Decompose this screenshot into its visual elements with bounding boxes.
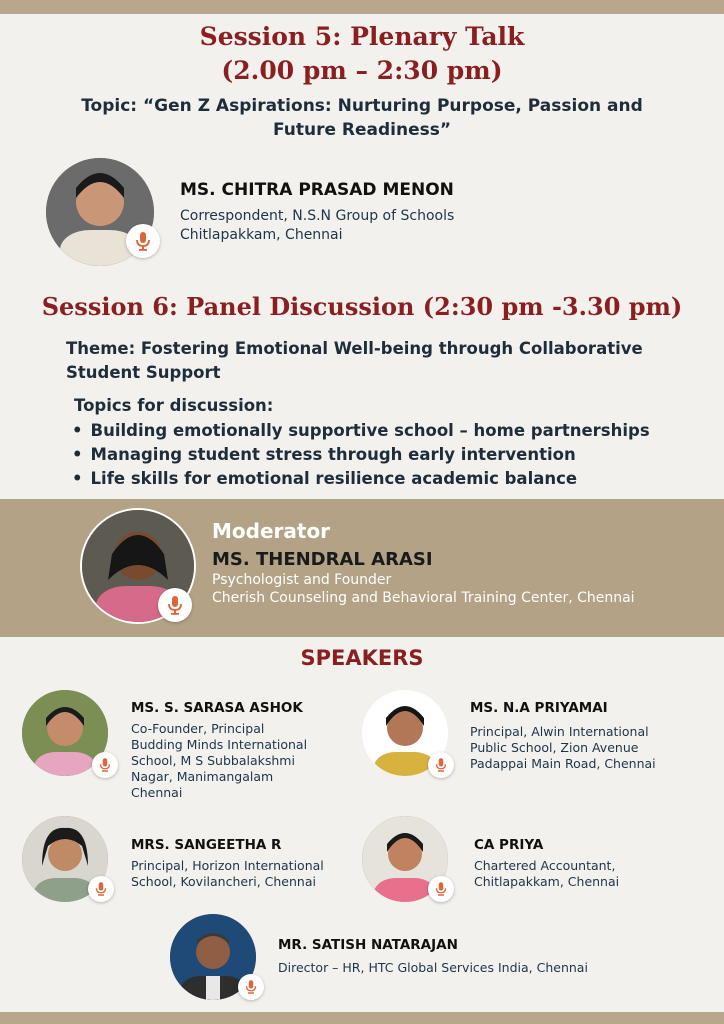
description-line: Padappai Main Road, Chennai	[470, 756, 656, 771]
description-line: Principal, Horizon International	[131, 858, 324, 873]
bottom-border	[0, 1012, 724, 1024]
description-line: Co-Founder, Principal	[131, 721, 265, 736]
speaker-description	[474, 858, 619, 890]
speaker-name: MS. N.A PRIYAMAI	[470, 700, 608, 716]
description-line: Public School, Zion Avenue	[470, 740, 639, 755]
microphone-icon	[88, 876, 114, 902]
description-line: Chennai	[131, 785, 183, 800]
top-border	[0, 0, 724, 14]
moderator-label: Moderator	[212, 519, 331, 543]
moderator-role: Psychologist and Founder	[212, 572, 392, 588]
microphone-icon	[428, 876, 454, 902]
speaker-description: Director – HR, HTC Global Services India, Chennai	[278, 960, 588, 975]
session6-theme: Theme: Fostering Emotional Well-being through Collaborative Student Support	[66, 339, 643, 382]
list-item: • Building emotionally supportive school – home partnerships	[72, 419, 650, 443]
speaker-name: MS. S. SARASA ASHOK	[131, 700, 303, 716]
plenary-speaker-name: MS. CHITRA PRASAD MENON	[180, 180, 454, 200]
speaker-description	[131, 858, 324, 890]
description-line: Chitlapakkam, Chennai	[474, 874, 620, 889]
session6-title: Session 6: Panel Discussion (2:30 pm -3.30 pm)	[41, 292, 683, 321]
session5-title: Session 5: Plenary Talk	[199, 22, 525, 51]
microphone-icon	[126, 224, 160, 258]
list-item: • Managing student stress through early intervention	[72, 443, 650, 467]
description-line: Principal, Alwin International	[470, 724, 649, 739]
plenary-speaker-role: Correspondent, N.S.N Group of Schools	[180, 208, 455, 224]
speaker-name: MRS. SANGEETHA R	[131, 837, 282, 853]
speaker-description	[131, 721, 307, 801]
description-line: Nagar, Manimangalam	[131, 769, 274, 784]
plenary-speaker-location: Chitlapakkam, Chennai	[180, 227, 343, 243]
session5-topic: Topic: “Gen Z Aspirations: Nurturing Purpose, Passion and Future Readiness”	[81, 96, 643, 140]
microphone-icon	[428, 752, 454, 778]
moderator-organization: Cherish Counseling and Behavioral Training Center, Chennai	[212, 590, 635, 606]
moderator-name: MS. THENDRAL ARASI	[212, 549, 433, 570]
topics-heading: Topics for discussion:	[74, 396, 274, 415]
microphone-icon	[92, 752, 118, 778]
microphone-icon	[158, 588, 192, 622]
speaker-description	[470, 724, 656, 772]
description-line: Chartered Accountant,	[474, 858, 616, 873]
topics-list	[72, 419, 650, 491]
description-line: Budding Minds International	[131, 737, 308, 752]
session5-time: (2.00 pm – 2:30 pm)	[221, 56, 503, 85]
speakers-heading: SPEAKERS	[300, 646, 424, 670]
description-line: School, Kovilancheri, Chennai	[131, 874, 316, 889]
description-line: School, M S Subbalakshmi	[131, 753, 295, 768]
list-item: • Life skills for emotional resilience academic balance	[72, 467, 650, 491]
microphone-icon	[238, 974, 264, 1000]
speaker-name: CA PRIYA	[474, 837, 544, 853]
speaker-name: MR. SATISH NATARAJAN	[278, 937, 458, 953]
